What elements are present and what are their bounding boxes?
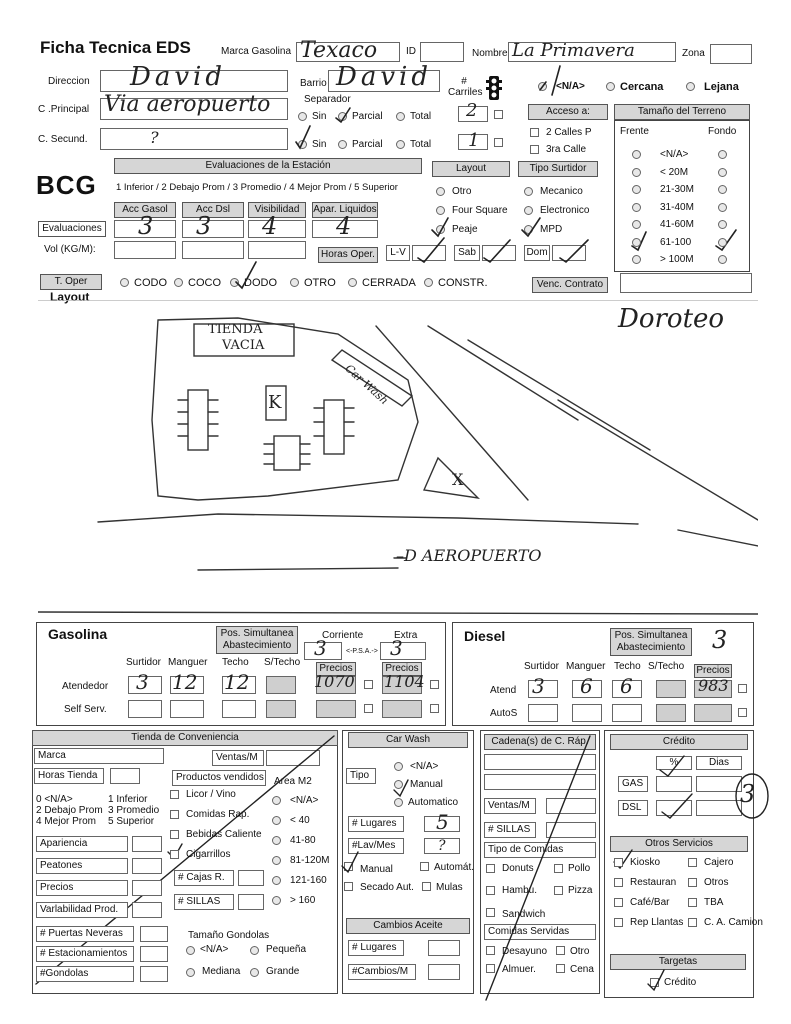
evaluaciones-scale: 1 Inferior / 2 Debajo Prom / 3 Promedio / 4 Mejor Prom / 5 Superior	[116, 182, 398, 193]
fondo-size-radio-4[interactable]	[718, 220, 727, 229]
count-field-0[interactable]	[140, 926, 168, 942]
dsl-dias-field[interactable]	[696, 800, 742, 816]
toper-codo-label: CODO	[134, 277, 167, 289]
gas-self-surtidor[interactable]	[128, 700, 162, 718]
layout-header: Layout	[432, 161, 510, 177]
terreno-size-label-1: < 20M	[660, 166, 689, 178]
otro-servicio-label-1: Cajero	[704, 857, 734, 868]
tarjetas-header: Targetas	[610, 954, 746, 970]
carriles-secund-value: 1	[468, 130, 480, 151]
scale-line-1: 1 Inferior	[108, 794, 148, 805]
gas-self-manguer[interactable]	[170, 700, 204, 718]
pizza-cb[interactable]	[554, 886, 563, 895]
gas-col-manguer: Manguer	[168, 657, 208, 668]
sillas-tienda-field[interactable]	[238, 894, 264, 910]
horas-tienda-field[interactable]	[110, 768, 140, 784]
otro-servicio-cb-1[interactable]	[688, 858, 697, 867]
selfserv-label: Self Serv.	[64, 704, 107, 715]
proximity-cercana-label: Cercana	[620, 81, 664, 93]
ventas-tienda-field[interactable]	[266, 750, 320, 766]
donuts-label: Donuts	[502, 863, 534, 874]
pollo-cb[interactable]	[554, 864, 563, 873]
rating-field-2[interactable]	[132, 880, 162, 896]
extra-psa-field[interactable]	[380, 642, 426, 660]
frente-size-radio-3[interactable]	[632, 203, 641, 212]
gas-pct-field[interactable]	[656, 776, 692, 792]
rating-label-1: Peatones	[36, 858, 128, 874]
dsl-precio-cb[interactable]	[738, 684, 747, 693]
producto-cb-0[interactable]	[170, 790, 179, 799]
aceite-lugares-label: # Lugares	[348, 940, 404, 956]
otro-servicio-cb-4[interactable]	[614, 898, 623, 907]
count-label-0: # Puertas Neveras	[36, 926, 134, 942]
dsl-col-stecho: S/Techo	[648, 661, 685, 672]
rating-field-0[interactable]	[132, 836, 162, 852]
dsl-auto-techo[interactable]	[612, 704, 642, 722]
cw-mulas-cb[interactable]	[422, 882, 431, 891]
terreno-size-label-0: <N/A>	[660, 149, 689, 160]
layout-sketch	[38, 300, 758, 620]
producto-cb-2[interactable]	[170, 830, 179, 839]
eval-col-accgasol: Acc Gasol	[114, 202, 176, 218]
frente-size-radio-2[interactable]	[632, 185, 641, 194]
gondola-pequena-label: Pequeña	[266, 944, 307, 955]
layout-foursquare-label: Four Square	[452, 205, 508, 216]
cw-autom-cb[interactable]	[420, 862, 429, 871]
gas-self-cb-2[interactable]	[430, 704, 439, 713]
scale-line-0: 0 <N/A>	[36, 794, 73, 805]
gas-corriente-cb[interactable]	[364, 680, 373, 689]
dsl-precio-value: 983	[698, 676, 729, 695]
otro-comida-label: Otro	[570, 946, 590, 957]
cena-cb[interactable]	[556, 964, 565, 973]
area-label-2: 41-80	[290, 835, 316, 846]
otro-servicio-cb-3[interactable]	[688, 878, 697, 887]
cadena-sillas-field[interactable]	[546, 822, 596, 838]
proximity-na-label: <N/A>	[556, 81, 585, 92]
otro-servicio-cb-6[interactable]	[614, 918, 623, 927]
cw-tipo-na-label: <N/A>	[410, 761, 439, 772]
nombre-label: Nombre	[472, 48, 508, 59]
area-label-3: 81-120M	[290, 855, 330, 866]
gas-col-stecho: S/Techo	[264, 657, 301, 668]
gas-precio-extra-value: 1104	[384, 672, 425, 691]
tarjeta-credito-label: Crédito	[664, 977, 697, 988]
cw-tipo-auto-label: Automatico	[408, 797, 459, 808]
gas-precios-corriente-label: Precios	[316, 662, 356, 676]
eval-col-visibilidad: Visibilidad	[248, 202, 306, 218]
dsl-credito-label: DSL	[618, 800, 648, 816]
diesel-pos-label: Pos. Simultanea Abastecimiento	[610, 628, 692, 656]
dsl-att-manguer-value: 6	[580, 674, 593, 698]
fondo-size-radio-6[interactable]	[718, 255, 727, 264]
gondola-pequena-radio[interactable]	[250, 946, 259, 955]
count-label-2: #Gondolas	[36, 966, 134, 982]
sep-total-label: Total	[410, 111, 432, 122]
count-field-1[interactable]	[140, 946, 168, 962]
horas-dom-label: Dom	[524, 245, 550, 261]
gas-dias-field[interactable]	[696, 776, 742, 792]
sandwich-cb[interactable]	[486, 908, 495, 917]
dsl-att-stecho[interactable]	[656, 680, 686, 698]
marca-label: Marca Gasolina	[221, 46, 292, 57]
toper-cerrada-label: CERRADA	[362, 277, 416, 289]
area-radio-5[interactable]	[272, 896, 281, 905]
pizza-label: Pizza	[568, 885, 593, 896]
dsl-col-manguer: Manguer	[566, 661, 606, 672]
aceite-header: Cambios Aceite	[346, 918, 470, 934]
otro-servicio-label-4: Café/Bar	[630, 897, 670, 908]
separador-label: Separador	[304, 94, 351, 105]
frente-label: Frente	[620, 126, 649, 137]
cw-mulas-label: Mulas	[436, 882, 463, 893]
gas-col-techo: Techo	[222, 657, 249, 668]
barrio-value: David	[336, 62, 432, 92]
carriles-label: # Carriles	[448, 76, 483, 98]
atendedor-label: Atendedor	[62, 681, 109, 692]
eval-col-apar: Apar. Liquidos	[312, 202, 378, 218]
gondola-na-radio[interactable]	[186, 946, 195, 955]
dias-label: Dias	[696, 756, 742, 770]
sketch-vacia: VACIA	[222, 338, 265, 353]
principal-label: C .Principal	[38, 104, 90, 115]
cw-tipo-na-radio[interactable]	[394, 762, 403, 771]
tipo-comidas-label: Tipo de Comidas	[484, 842, 596, 858]
frente-size-radio-5[interactable]	[632, 238, 641, 247]
toper-label: T. Oper	[40, 274, 102, 290]
otro-servicio-label-5: TBA	[704, 897, 724, 908]
eval-col-accdsl: Acc Dsl	[182, 202, 244, 218]
frente-size-radio-0[interactable]	[632, 150, 641, 159]
gas-precios-extra-label: Precios	[382, 662, 422, 676]
gas-att-surtidor-value: 3	[136, 670, 149, 694]
horas-oper-label: Horas Oper.	[318, 247, 378, 263]
cadena-header: Cadena(s) de C. Ráp.	[484, 734, 596, 750]
dsl-auto-cb[interactable]	[738, 708, 747, 717]
ventas-tienda-label: Ventas/M	[212, 750, 264, 766]
producto-label-1: Comidas Rap.	[186, 809, 250, 820]
gas-self-stecho[interactable]	[266, 700, 296, 718]
count-field-2[interactable]	[140, 966, 168, 982]
gas-col-surtidor: Surtidor	[126, 657, 162, 668]
cadena-ventas-label: Ventas/M	[484, 798, 536, 814]
area-label-1: < 40	[290, 815, 310, 826]
diesel-pos-value: 3	[712, 626, 728, 654]
cw-tipo-manual-label: Manual	[410, 779, 443, 790]
cw-manual-label: Manual	[360, 864, 393, 875]
vol-label: Vol (KG/M):	[44, 244, 96, 255]
gas-self-techo[interactable]	[222, 700, 256, 718]
cajas-field[interactable]	[238, 870, 264, 886]
credito-circled-value: 3	[740, 780, 756, 808]
gondola-na-label: <N/A>	[200, 944, 229, 955]
gas-self-precio-2[interactable]	[382, 700, 422, 718]
gondola-grande-label: Grande	[266, 966, 300, 977]
toper-coco-label: COCO	[188, 277, 221, 289]
toper-dodo-label: DODO	[244, 277, 277, 289]
credito-header: Crédito	[610, 734, 748, 750]
gas-att-manguer-value: 12	[172, 670, 198, 694]
terreno-size-label-4: 41-60M	[660, 219, 694, 230]
surtidor-mpd-label: MPD	[540, 224, 563, 235]
cadena-sillas-label: # SILLAS	[484, 822, 536, 838]
secund-label: C. Secund.	[38, 134, 88, 145]
otro-servicio-cb-7[interactable]	[688, 918, 697, 927]
otro-servicio-cb-0[interactable]	[614, 858, 623, 867]
cw-manual-cb[interactable]	[344, 862, 353, 871]
autos-label: AutoS	[490, 708, 518, 719]
evaluaciones-header: Evaluaciones de la Estación	[114, 158, 422, 174]
sandwich-label: Sandwich	[502, 909, 546, 920]
acceso-header: Acceso a:	[528, 104, 608, 120]
producto-cb-1[interactable]	[170, 810, 179, 819]
terreno-size-label-5: 61-100	[660, 236, 692, 248]
cadena-field-1[interactable]	[484, 754, 596, 770]
producto-label-0: Licor / Vino	[186, 789, 236, 800]
tipo-label: Tipo	[346, 768, 376, 784]
dsl-auto-stecho[interactable]	[656, 704, 686, 722]
extra-label: Extra	[394, 630, 418, 641]
dsl-att-surtidor-value: 3	[532, 674, 545, 698]
dsl-auto-manguer[interactable]	[572, 704, 602, 722]
gondola-mediana-label: Mediana	[202, 966, 241, 977]
pollo-label: Pollo	[568, 863, 591, 874]
terreno-size-label-3: 31-40M	[660, 201, 694, 213]
otro-servicio-label-6: Rep Llantas	[630, 917, 684, 928]
cw-tipo-manual-radio[interactable]	[394, 780, 403, 789]
frente-size-radio-6[interactable]	[632, 255, 641, 264]
cw-secado-label: Secado Aut.	[360, 882, 414, 893]
dsl-precios-label: Precios	[694, 664, 732, 678]
gondolas-size-label: Tamaño Gondolas	[188, 930, 270, 941]
sketch-carwash: Car Wash	[342, 361, 391, 408]
cw-tipo-auto-radio[interactable]	[394, 798, 403, 807]
sketch-name: Doroteo	[618, 304, 725, 334]
terreno-size-label-2: 21-30M	[660, 184, 694, 195]
count-label-1: # Estacionamientos	[36, 946, 134, 962]
cw-lugares-value: 5	[436, 810, 449, 834]
atend-label: Atend	[490, 685, 517, 696]
horas-tienda-label: Horas Tienda	[34, 768, 104, 784]
rating-field-1[interactable]	[132, 858, 162, 874]
psa-label: <-P.S.A.->	[346, 648, 378, 655]
pct-label: %	[656, 756, 692, 770]
fondo-size-radio-2[interactable]	[718, 185, 727, 194]
sec-sin-label: Sin	[312, 139, 327, 150]
acceso-3ra-label: 3ra Calle	[546, 144, 587, 155]
gas-att-stecho[interactable]	[266, 676, 296, 694]
otro-servicio-label-7: C. A. Camion	[704, 917, 763, 928]
marca-value: Texaco	[300, 38, 378, 63]
eval-visibilidad-value: 4	[262, 212, 278, 240]
gondola-mediana-radio[interactable]	[186, 968, 195, 977]
cajas-label: # Cajas R.	[174, 870, 234, 886]
direccion-label: Direccion	[48, 76, 90, 87]
area-label-5: > 160	[290, 895, 316, 906]
diesel-title: Diesel	[464, 628, 506, 644]
aceite-cambios-label: #Cambios/M	[348, 964, 416, 980]
carwash-header: Car Wash	[348, 732, 468, 748]
otro-servicio-cb-2[interactable]	[614, 878, 623, 887]
almuer-cb[interactable]	[486, 964, 495, 973]
sketch-aeropuerto: –D AEROPUERTO	[396, 546, 542, 565]
sep-parcial-label: Parcial	[352, 111, 383, 122]
fondo-size-radio-1[interactable]	[718, 168, 727, 177]
rating-field-3[interactable]	[132, 902, 162, 918]
venc-contrato-label: Venc. Contrato	[532, 277, 608, 293]
cadena-field-2[interactable]	[484, 774, 596, 790]
cw-secado-cb[interactable]	[344, 882, 353, 891]
tarjeta-credito-cb[interactable]	[650, 978, 659, 987]
barrio-label: Barrio	[300, 78, 327, 89]
dsl-col-surtidor: Surtidor	[524, 661, 560, 672]
toper-otro-label: OTRO	[304, 277, 336, 289]
gas-credito-label: GAS	[618, 776, 648, 792]
scale-line-5: 5 Superior	[108, 816, 155, 827]
dsl-pct-field[interactable]	[656, 800, 692, 816]
cw-lav-label: #Lav/Mes	[348, 838, 404, 854]
fondo-label: Fondo	[708, 126, 737, 137]
rating-label-2: Precios	[36, 880, 128, 896]
aceite-lugares-field[interactable]	[428, 940, 460, 956]
frente-size-radio-4[interactable]	[632, 220, 641, 229]
carriles-principal-value: 2	[466, 100, 478, 121]
sep-sin-label: Sin	[312, 111, 327, 122]
sketch-title: Layout	[50, 290, 90, 304]
sketch-k: K	[268, 392, 282, 413]
producto-cb-3[interactable]	[170, 850, 179, 859]
gondola-grande-radio[interactable]	[250, 968, 259, 977]
tienda-header: Tienda de Conveniencia	[32, 730, 338, 746]
horas-sab-label: Sab	[454, 245, 480, 261]
hambu-cb[interactable]	[486, 886, 495, 895]
hambu-label: Hambu.	[502, 885, 538, 896]
desayuno-cb[interactable]	[486, 946, 495, 955]
eval-accdsl-value: 3	[196, 212, 212, 240]
sketch-tienda: TIENDA	[208, 322, 263, 337]
otro-servicio-label-0: Kiosko	[630, 857, 661, 868]
area-label-0: <N/A>	[290, 795, 319, 806]
area-label: Area M2	[274, 776, 312, 787]
surtidor-header: Tipo Surtidor	[518, 161, 598, 177]
cw-lav-value: ?	[438, 838, 446, 854]
terreno-header: Tamaño del Terreno	[614, 104, 750, 120]
acceso-2calles-label: 2 Calles P	[546, 127, 592, 138]
surtidor-mecanico-label: Mecanico	[540, 186, 583, 197]
donuts-cb[interactable]	[486, 864, 495, 873]
sillas-tienda-label: # SILLAS	[174, 894, 234, 910]
area-radio-2[interactable]	[272, 836, 281, 845]
gas-precio-corriente-value: 1070	[314, 672, 355, 691]
otro-servicio-cb-5[interactable]	[688, 898, 697, 907]
evaluaciones-row-label: Evaluaciones	[38, 221, 106, 237]
dsl-auto-surtidor[interactable]	[528, 704, 558, 722]
rating-label-0: Apariencia	[36, 836, 128, 852]
direccion-value: David	[130, 62, 226, 92]
toper-constr-label: CONSTR.	[438, 277, 488, 289]
desayuno-label: Desayuno	[502, 946, 548, 957]
form-title: Ficha Tecnica EDS	[40, 38, 191, 57]
otros-header: Otros Servicios	[610, 836, 748, 852]
cadena-ventas-field[interactable]	[546, 798, 596, 814]
corriente-psa-value: 3	[314, 636, 327, 660]
almuer-label: Almuer.	[502, 964, 536, 975]
area-label-4: 121-160	[290, 875, 327, 886]
scale-line-2: 2 Debajo Prom	[36, 805, 103, 816]
extra-psa-value: 3	[390, 636, 403, 660]
producto-label-3: Cigarrillos	[186, 849, 231, 860]
eval-accgasol-value: 3	[138, 212, 154, 240]
gas-self-cb-1[interactable]	[364, 704, 373, 713]
gas-extra-cb[interactable]	[430, 680, 439, 689]
area-radio-3[interactable]	[272, 856, 281, 865]
dsl-auto-precio[interactable]	[694, 704, 732, 722]
cw-autom-label: Automát.	[434, 862, 475, 873]
surtidor-electronico-label: Electronico	[540, 205, 590, 216]
principal-value: Via aeropuerto	[104, 92, 271, 117]
corriente-label: Corriente	[322, 630, 364, 641]
area-radio-4[interactable]	[272, 876, 281, 885]
cena-label: Cena	[570, 964, 594, 975]
eval-apar-value: 4	[336, 212, 352, 240]
area-radio-0[interactable]	[272, 796, 281, 805]
gas-att-techo-value: 12	[224, 670, 250, 694]
otro-servicio-label-2: Restauran	[630, 877, 677, 888]
fondo-size-radio-0[interactable]	[718, 150, 727, 159]
scale-line-4: 4 Mejor Prom	[36, 816, 97, 827]
otro-comida-cb[interactable]	[556, 946, 565, 955]
otro-servicio-label-3: Otros	[704, 877, 729, 888]
fondo-size-radio-5[interactable]	[718, 238, 727, 247]
servidas-label: Comidas Servidas	[484, 924, 596, 940]
gas-self-precio-1[interactable]	[316, 700, 356, 718]
horas-lv-label: L-V	[386, 245, 410, 261]
cw-lugares-label: # Lugares	[348, 816, 404, 832]
gasolina-pos-label: Pos. Simultanea Abastecimiento	[216, 626, 298, 654]
sec-parcial-label: Parcial	[352, 139, 383, 150]
bcg-logo: BCG	[36, 170, 97, 200]
marca-tienda-label: Marca	[34, 748, 164, 764]
scale-line-3: 3 Promedio	[108, 805, 160, 816]
productos-label: Productos vendidos	[172, 770, 266, 786]
gasolina-title: Gasolina	[48, 626, 108, 642]
sec-total-label: Total	[410, 139, 432, 150]
zona-label: Zona	[682, 48, 705, 59]
dsl-att-techo-value: 6	[620, 674, 633, 698]
secund-value: ?	[150, 128, 159, 147]
aceite-cambios-field[interactable]	[428, 964, 460, 980]
producto-label-2: Bebidas Caliente	[186, 829, 262, 840]
sketch-x: X	[452, 470, 464, 489]
layout-otro-label: Otro	[452, 186, 472, 197]
area-radio-1[interactable]	[272, 816, 281, 825]
layout-peaje-label: Peaje	[452, 224, 478, 235]
id-label: ID	[406, 46, 416, 57]
fondo-size-radio-3[interactable]	[718, 203, 727, 212]
terreno-size-label-6: > 100M	[660, 254, 694, 265]
frente-size-radio-1[interactable]	[632, 168, 641, 177]
dsl-col-techo: Techo	[614, 661, 641, 672]
nombre-value: La Primavera	[512, 40, 635, 61]
rating-label-3: Varlabilidad Prod.	[36, 902, 128, 918]
proximity-lejana-label: Lejana	[704, 81, 739, 93]
